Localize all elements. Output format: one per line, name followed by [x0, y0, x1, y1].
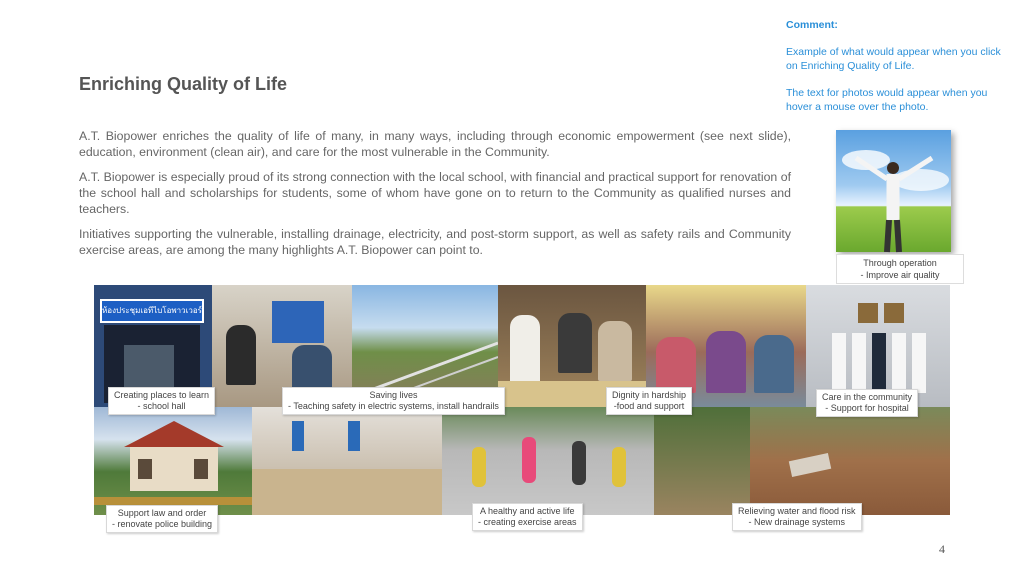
comment-line-2: The text for photos would appear when you hover a mouse over the photo.: [786, 87, 988, 113]
photo-drainage-system[interactable]: [750, 407, 950, 515]
caption-school-hall: Creating places to learn - school hall: [108, 387, 215, 415]
comment-heading: Comment:: [786, 19, 838, 31]
caption-flood-risk: Relieving water and flood risk - New drainage systems: [732, 503, 862, 531]
paragraph-2: A.T. Biopower is especially proud of its strong connection with the local school, with financial and practical support for renovation of the school hall and scholarships for students, some of whom have gone on to return to the Community as qualified nurses and teachers.: [79, 170, 791, 216]
hero-caption: Through operation - Improve air quality: [836, 254, 964, 284]
school-sign: ห้องประชุมเอทีไบโอพาวเวอร์: [100, 299, 204, 323]
photo-exercise-area[interactable]: [442, 407, 654, 515]
photo-police-building[interactable]: [94, 407, 252, 515]
caption-law-order: Support law and order - renovate police building: [106, 505, 218, 533]
paragraph-3: Initiatives supporting the vulnerable, installing drainage, electricity, and post-storm support, as well as safety rails and Community exercise areas, are among the many highlights A.T. Biopower can point to.: [79, 227, 791, 257]
page-number: 4: [939, 542, 945, 556]
caption-active-life: A healthy and active life - creating exercise areas: [472, 503, 583, 531]
comment-line-1: Example of what would appear when you click on Enriching Quality of Life.: [786, 46, 1001, 72]
page-title: Enriching Quality of Life: [79, 74, 288, 94]
caption-dignity: Dignity in hardship -food and support: [606, 387, 692, 415]
caption-care-community: Care in the community - Support for hospital: [816, 389, 918, 417]
comment-note: [786, 18, 1011, 127]
hero-photo-person-in-field[interactable]: [836, 130, 951, 252]
caption-saving-lives: Saving lives - Teaching safety in electric systems, install handrails: [282, 387, 505, 415]
paragraph-1: A.T. Biopower enriches the quality of life of many, in many ways, including through economic empowerment (see next slide), education, environment (clean air), and care for the most vulnerable in the Community.: [79, 129, 791, 159]
photo-school-hall-interior[interactable]: [252, 407, 442, 515]
photo-drainage-mud[interactable]: [654, 407, 750, 515]
photo-collage: [94, 285, 950, 529]
body-text: [79, 128, 791, 267]
